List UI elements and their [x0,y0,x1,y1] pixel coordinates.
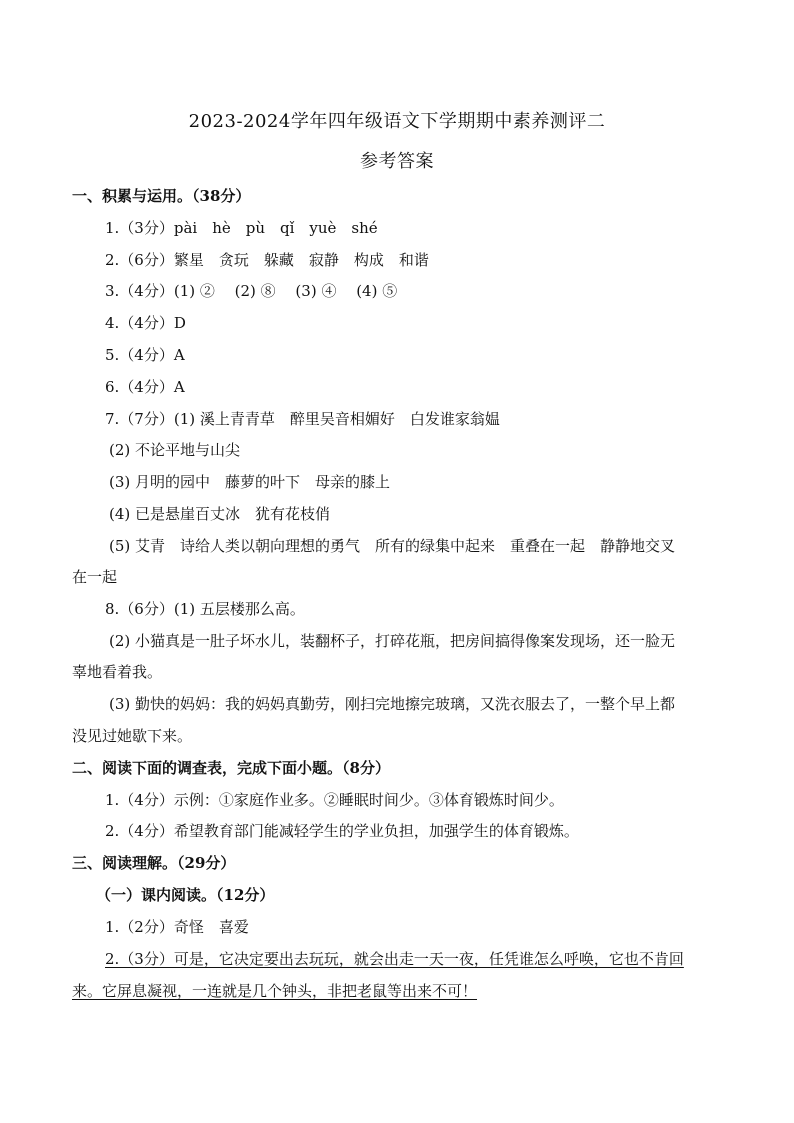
section-heading-1: 一、积累与运用。（38分） [72,187,251,205]
answer-line: 4.（4分）D [105,314,186,332]
answer-line: 6.（4分）A [105,378,185,396]
answer-line: 2.（4分）希望教育部门能减轻学生的学业负担，加强学生的体育锻炼。 [105,822,579,840]
answer-line-underlined: 2.（3分）可是，它决定要出去玩玩，就会出走一天一夜，任凭谁怎么呼唤，它也不肯回 [105,950,684,968]
answer-line: 2.（6分）繁星 贪玩 躲藏 寂静 构成 和谐 [105,251,429,269]
answer-line: 辜地看着我。 [72,663,163,681]
document-title: 2023-2024学年四年级语文下学期期中素养测评二 [188,111,606,132]
answer-line: 7.（7分）(1) 溪上青青草 醉里吴音相媚好 白发谁家翁媪 [105,410,500,428]
answer-line: (5) 艾青 诗给人类以朝向理想的勇气 所有的绿集中起来 重叠在一起 静静地交叉 [109,537,676,555]
answer-line: 在一起 [72,568,118,586]
answer-line: 1.（2分）奇怪 喜爱 [105,918,249,936]
answer-line: (2) 不论平地与山尖 [109,441,241,459]
answer-line: 8.（6分）(1) 五层楼那么高。 [105,600,305,618]
answer-line: 没见过她歇下来。 [72,727,193,745]
document-subtitle: 参考答案 [360,151,434,172]
answer-line: 5.（4分）A [105,346,185,364]
section-heading-2: 二、阅读下面的调查表，完成下面小题。（8分） [72,759,390,777]
answer-line: (2) 小猫真是一肚子坏水儿，装翻杯子，打碎花瓶，把房间搞得像案发现场，还一脸无 [109,632,676,650]
section-heading-3: 三、阅读理解。（29分） [72,854,236,872]
answer-line: (3) 月明的园中 藤萝的叶下 母亲的膝上 [109,473,391,491]
subsection-heading: （一）课内阅读。（12分） [96,886,275,904]
answer-line: 1.（3分）pài hè pù qǐ yuè shé [105,219,378,237]
answer-line: 3.（4分）(1) ② (2) ⑧ (3) ④ (4) ⑤ [105,282,398,300]
answer-line: 1.（4分）示例：①家庭作业多。②睡眠时间少。③体育锻炼时间少。 [105,791,564,809]
answer-line-underlined: 来。它屏息凝视，一连就是几个钟头，非把老鼠等出来不可！ [72,982,478,1000]
answer-line: (3) 勤快的妈妈：我的妈妈真勤劳，刚扫完地擦完玻璃，又洗衣服去了，一整个早上都 [109,695,676,713]
answer-line: (4) 已是悬崖百丈冰 犹有花枝俏 [109,505,331,523]
